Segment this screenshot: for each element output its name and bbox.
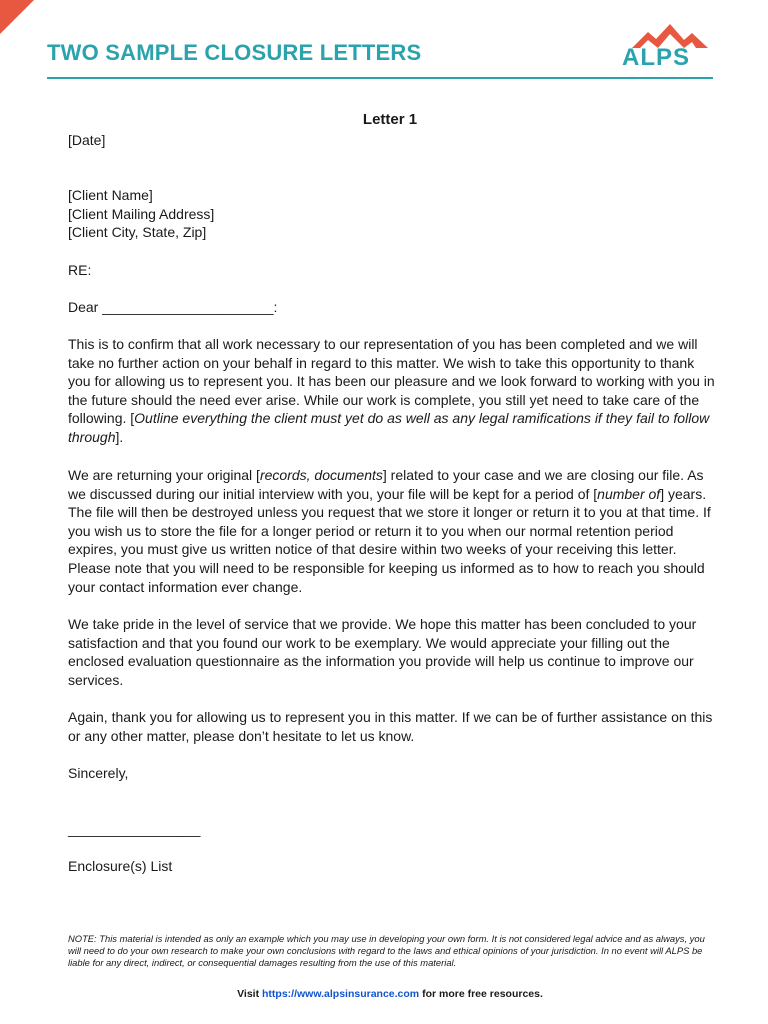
corner-decoration [0,0,34,34]
letter-date [68,131,718,150]
re-label: RE: [68,262,92,278]
closing-text: Sincerely, [68,765,129,781]
footer [0,988,768,1000]
salutation [68,298,718,317]
header-divider [47,77,713,79]
client-address: [Client Mailing Address] [68,205,215,222]
dear-line: Dear ______________________: [68,299,278,315]
footer-visit: Visit [237,988,260,1000]
closing [68,764,718,783]
disclaimer-note: NOTE: This material is intended as only an example which you may use in developing your own form. It is not considered legal advice and as always, you will need to do your own research to make your own conclusions with regard to the laws and ethical opinions of your jurisdiction. In no event will ALPS be liable for any direct, indirect, or consequential damages resulting from the use of this material. [68,933,705,968]
paragraph-2 [68,466,718,596]
signature-block [68,820,718,839]
re-line [68,261,718,280]
p1-text-a: This is to confirm that all work necessary to our representation of you has been completed and we will take no further action on your behalf in regard to this matter. We wish to take this opportunity to thank you for allowing us to represent you. It has been our pleasure and we look forward to working with you in the future should the need ever arise. While our work is complete, you still yet need to take care of the following. [ [68,336,715,427]
logo-text: ALPS [622,44,691,71]
footer-link[interactable]: https://www.alpsinsurance.com [262,988,420,1000]
client-name: [Client Name] [68,187,153,203]
client-city: [Client City, State, Zip] [68,224,207,241]
alps-logo [618,22,714,72]
signature-line: _________________ [68,821,201,837]
p3-text: We take pride in the level of service that we provide. We hope this matter has been concluded to your satisfaction and that you found our work to be exemplary. We would appreciate your filling out the enclosed evaluation questionnaire as the information you provide will help us continue to improve our services. [68,616,697,688]
p2-italic-1: records, documents [259,467,383,483]
paragraph-3 [68,615,718,689]
client-address-block [68,186,718,242]
enclosures [68,857,718,876]
p2-text-a: We are returning your original [ [68,467,260,483]
p2-italic-2: number of [597,485,661,502]
letter-title: Letter 1 [362,111,418,128]
paragraph-1 [68,335,718,447]
date-placeholder: [Date] [68,132,106,148]
p1-italic: Outline everything the client must yet do as well as any legal ramifications if they fail to follow through [68,410,710,445]
page-title: TWO SAMPLE CLOSURE LETTERS [47,40,422,65]
footer-suffix: for more free resources. [422,988,543,1000]
p2-text-b: ] related to your case and we are closing our file. As we discussed during our initial interview with you, your file will be kept for a period of [ [68,467,704,502]
enclosures-text: Enclosure(s) List [68,858,173,874]
p4-text: Again, thank you for allowing us to represent you in this matter. If we can be of further assistance on this or any other matter, please don’t hesitate to let us know. [68,709,713,744]
p1-text-b: ]. [115,428,124,445]
paragraph-4 [68,708,718,745]
p2-text-c: ] years. The file will then be destroyed unless you request that we store it longer or return it to you at that time. If you wish us to store the file for a longer period or return it to you when our normal retention period expires, you must give us written notice of that desire within two weeks of your receiving this letter. Please note that you will need to be responsible for keeping us informed as to how to reach you should your contact information ever change. [68,485,711,595]
